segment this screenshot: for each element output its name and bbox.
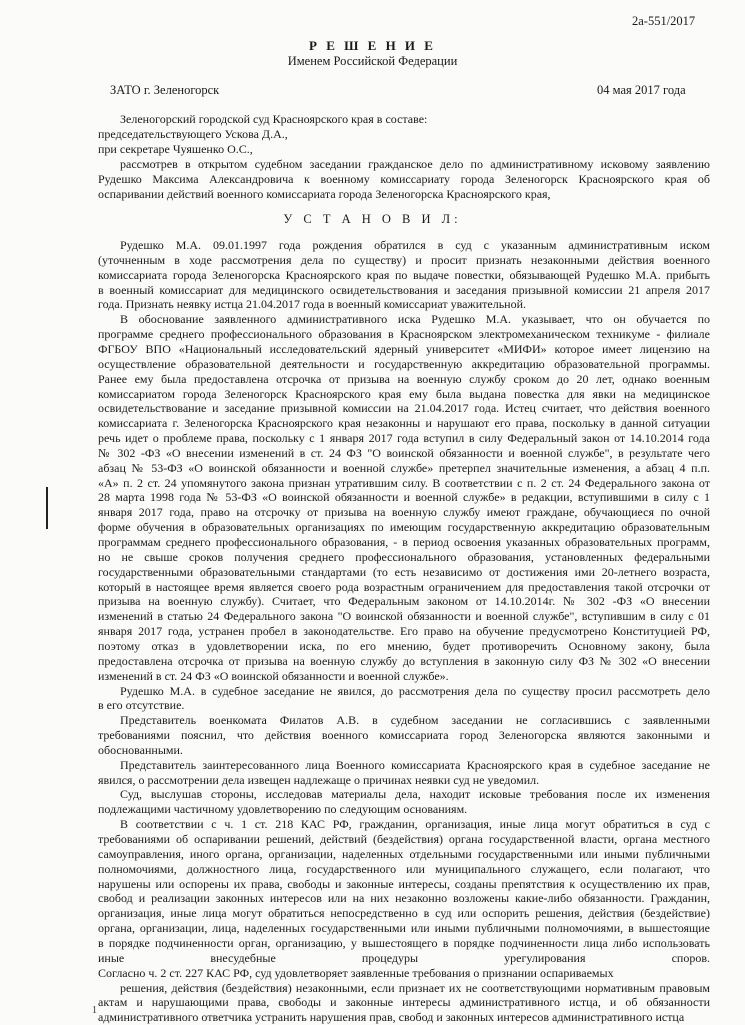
body-line: абзац № 53-ФЗ «О воинской обязанности и военной службе» претерпел значительные изменения, а абзац 4 п.п.: [98, 460, 710, 475]
body-line: обоснованными.: [98, 742, 183, 757]
body-line: освидетельствование и заседание призывной комиссии на 21.04.2017 года. Истец считает, что действия военного: [98, 401, 710, 416]
body-line: Рудешко М.А. в судебное заседание не явился, до рассмотрения дела по существу просил рассмотреть дело: [120, 683, 710, 698]
intro-line: при секретаре Чуяшенко О.С.,: [98, 142, 253, 156]
body-line: речь идет о проблеме права, поскольку с 1 января 2017 года вступил в силу Федеральный закон от 14.10.2014 года: [98, 431, 710, 445]
body-line: «А» п. 2 ст. 24 упомянутого закона признан утратившим силу. В соответствии с п. 2 ст. 24 Федерального закона от: [98, 475, 710, 490]
body-line: свобод и реализации законных интересов или на них незаконно возложены какие-либо обязанности. Гражданин,: [98, 891, 710, 906]
document-title: Р Е Ш Е Н И Е: [309, 38, 436, 53]
body-line: января 2017 года, устранен пробел в законодательстве. Его право на обучение предусмотрено Конституцией РФ,: [98, 624, 710, 639]
intro-line: председательствующего Ускова Д.А.,: [98, 127, 288, 141]
body-line: в его отсутствие.: [98, 698, 185, 713]
intro-line: Рудешко Максима Александровича к военному комиссариату города Зеленогорск Красноярского края об: [98, 172, 710, 186]
body-line: явился, о рассмотрении дела извещен надлежаще о причинах неявки суд не уведомил.: [98, 772, 540, 787]
intro-line: оспаривании действий военного комиссариата города Зеленогорска Красноярского края,: [98, 187, 551, 201]
body-line: программе среднего профессионального образования в Красноярском электромеханическом техникуме - филиале: [98, 327, 710, 342]
body-line: в порядке подчиненности орган, организацию, у вышестоящего в порядке подчиненности лица либо использовать: [98, 935, 710, 950]
body-line: (уточненным в ходе рассмотрения дела по существу) и просит признать незаконными действия военного: [98, 252, 710, 267]
body-line: ФГБОУ ВПО «Национальный исследовательский ядерный университет «МИФИ» которое имеет лицензию на: [98, 341, 710, 356]
document-subtitle: Именем Российской Федерации: [287, 54, 458, 68]
place-of-decision: ЗАТО г. Зеленогорск: [110, 83, 220, 97]
body-line: в военный комиссариат для медицинского освидетельствования и заседания призывной комиссии 21 апреля 2017: [98, 282, 710, 297]
body-line: изменений в статью 24 Федерального закона "О воинской обязанности и военной службе", вступившим в силу с 01: [98, 609, 710, 624]
body-line: решения, действия (бездействия) незаконными, если признает их не соответствующими нормативным правовым: [120, 980, 710, 995]
body-line: но не свыше сроков получения среднего профессионального образования, установленных федеральными: [98, 549, 710, 564]
page-number: 1: [92, 1005, 97, 1016]
body-line: подлежащими частичному удовлетворению по следующим основаниям.: [98, 802, 468, 817]
section-heading: У С Т А Н О В И Л:: [283, 212, 462, 226]
intro-line: Зеленогорский городской суд Красноярского края в составе:: [120, 112, 428, 126]
body-line: Ранее ему была предоставлена отсрочка от призыва на военную службу сроком до 20 лет, однако военным: [98, 371, 710, 386]
case-number: 2а-551/2017: [632, 14, 696, 28]
body-line: форме обучения в образовательных организациях по имеющим государственную аккредитацию образовательным: [98, 520, 710, 535]
body-line: который в настоящее время является своего рода возрастным ограничением для предоставления такой отсрочки от: [98, 579, 710, 594]
body-line: требованиями пояснил, что действия военного комиссариата город Зеленогорска являются законными и: [98, 728, 710, 742]
body-line: полномочиями, должностного лица, государственного или муниципального служащего, если полагают, что: [98, 861, 710, 876]
body-line: В обоснование заявленного административного иска Рудешко М.А. указывает, что он обучается по: [120, 312, 710, 327]
body-line: нарушены или оспорены их права, свободы и законные интересы, созданы препятствия к осуществлению их прав,: [98, 876, 710, 891]
body-line: изменений в ст. 24 ФЗ «О воинской обязанности и военной службе».: [98, 668, 449, 683]
body-line: комиссариатом города Зеленогорск Красноярского края ему была выдана повестка для явки на медицинское: [98, 386, 710, 401]
body-line: административного ответчика устранить нарушения прав, свобод и законных интересов административного истца: [98, 1010, 685, 1025]
body-line: В соответствии с ч. 1 ст. 218 КАС РФ, гражданин, организация, иные лица могут обратиться в суд с: [120, 817, 710, 832]
body-line: 28 марта 1998 года № 53-ФЗ «О воинской обязанности и военной службе» в редакции, вступившими в силу с 1: [98, 490, 710, 505]
margin-mark: [46, 487, 48, 529]
body-line: января 2017 года, право на отсрочку от призыва на военную службу имеют граждане, обучающиеся по очной: [98, 505, 710, 520]
body-line: года. Признать неявку истца 21.04.2017 года в военный комиссариат уважительной.: [98, 297, 527, 312]
intro-line: рассмотрев в открытом судебном заседании гражданское дело по административному исковому заявлению: [120, 157, 710, 171]
body-line: иные внесудебные процедуры урегулирования споров.: [98, 950, 710, 965]
body-line: Суд, выслушав стороны, исследовав материалы дела, находит исковые требования после их изменения: [120, 787, 710, 802]
body-line: Рудешко М.А. 09.01.1997 года рождения обратился в суд с указанным административным иском: [120, 238, 710, 252]
body-line: программам среднего профессионального образования, - в период освоения указанных образовательных программ,: [98, 535, 710, 549]
body-line: поэтому отказ в удовлетворении иска, по его мнению, будет противоречить Основному закону, была: [98, 639, 710, 653]
body-line: Согласно ч. 2 ст. 227 КАС РФ, суд удовлетворяет заявленные требования о признании оспариваемых: [98, 965, 614, 980]
body-line: призыва на военную службу). Считает, что Федеральным законом от 14.10.2014г. № 302 -ФЗ «О внесении: [98, 594, 710, 609]
decision-date: 04 мая 2017 года: [597, 83, 686, 97]
body-line: осуществление образовательной деятельности и государственную аккредитацию образовательной программы.: [98, 356, 710, 371]
body-line: Представитель заинтересованного лица Военного комиссариата Красноярского края в судебное заседание не: [120, 757, 710, 772]
body-line: № 302 -ФЗ «О внесении изменений в ст. 24 ФЗ "О воинской обязанности и военной службе", в результате чего: [98, 445, 710, 460]
body-line: комиссариата г. Зеленогорска Красноярского края незаконны и нарушают его права, поскольку в данной ситуации: [98, 416, 710, 431]
body-line: актам и нарушающими права, свободы и законные интересы административного истца, и об обязанности: [98, 995, 710, 1010]
body-line: государственными образовательными стандартами (то есть независимо от достижения ими 20-летнего возраста,: [98, 564, 710, 579]
body-line: органа, организации, лица, наделенных государственными или иными публичными полномочиями, в вышестоящие: [98, 921, 710, 936]
body-line: требованиями об оспаривании решений, действий (бездействия) органа государственной власти, органа местного: [98, 832, 710, 846]
body-line: организация, иные лица могут обратиться непосредственно в суд или оспорить решения, действия (бездействие): [98, 906, 710, 921]
body-line: предоставлена отсрочка от призыва на военную службу до вступления в законную силу ФЗ № 302 «О внесении: [98, 653, 710, 668]
body-line: комиссариата города Зеленогорска Красноярского края по выдаче повестки, обязывающей Рудешко М.А. прибыть: [98, 267, 710, 282]
body-line: самоуправления, иного органа, организации, наделенных отдельными государственными или иными публичными: [98, 846, 710, 861]
body-line: Представитель военкомата Филатов А.В. в судебном заседании не согласившись с заявленными: [120, 713, 710, 728]
